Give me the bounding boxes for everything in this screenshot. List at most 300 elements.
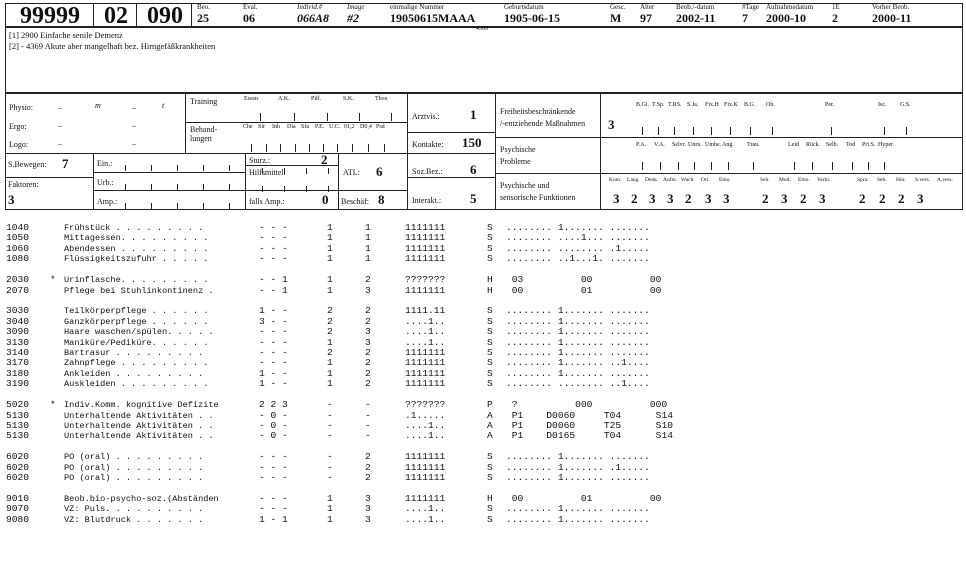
row-detail: P1 D0060 T25 S10 — [506, 419, 673, 431]
ergo-label: Ergo: — [9, 122, 27, 131]
row-c2: 1 — [327, 284, 333, 296]
row-code: 6020 — [6, 472, 30, 483]
training-col: A.K. — [278, 96, 290, 102]
row-c1: 1 - - — [259, 378, 288, 390]
row-type: S — [487, 513, 493, 525]
row-detail: ........ 1....... ....... — [506, 367, 650, 379]
psych-col: Tod — [846, 142, 856, 148]
sens-value: 3 — [705, 191, 712, 206]
field-tick — [203, 165, 204, 171]
header-field-label: Individ.# — [297, 3, 323, 11]
sbewegen-label: S.Bewegen: — [8, 160, 47, 169]
header-field-value: 06 — [243, 11, 255, 25]
kontakte-label: Kontakte: — [412, 140, 444, 149]
sens-value: 3 — [781, 191, 788, 206]
field-tick — [262, 168, 263, 174]
record-code-2: 090 — [147, 3, 183, 29]
field-tick — [306, 186, 307, 192]
sens-col: Kom. — [609, 177, 622, 183]
freiheit-tick — [674, 127, 675, 135]
row-pattern: ??????? — [405, 399, 446, 411]
row-code: 5130 — [6, 430, 30, 442]
freiheit-tick — [884, 127, 885, 135]
row-c2: 1 — [327, 503, 333, 515]
row-c1: - - 1 — [259, 274, 288, 286]
row-type: S — [487, 472, 493, 483]
freiheit-tick — [730, 127, 731, 135]
record-code-1: 02 — [104, 3, 128, 29]
training-col: Essen — [244, 96, 258, 102]
row-c2: - — [327, 472, 333, 483]
row-label: PO (oral) . . . . . . . . . — [64, 452, 204, 463]
row-c2: 1 — [327, 242, 333, 254]
row-type: A — [487, 409, 493, 421]
row-c3: - — [365, 399, 371, 411]
row-label: Unterhaltende Aktivitäten . . — [64, 420, 214, 431]
row-c1: 1 - 1 — [259, 513, 288, 525]
header-field-value: 2002-11 — [676, 11, 716, 25]
behandlung-tick — [295, 144, 296, 152]
row-c2: - — [327, 461, 333, 473]
freiheit-tick — [658, 127, 659, 135]
field-tick — [203, 184, 204, 190]
sens-value: 2 — [898, 191, 905, 206]
faktoren-value: 3 — [8, 192, 15, 207]
freiheit-col: Fix.K — [724, 102, 738, 108]
freiheit-tick — [642, 127, 643, 135]
row-label: Mittagessen. . . . . . . . . — [64, 233, 209, 244]
row-label: Zahnpflege . . . . . . . . . — [64, 358, 209, 369]
row-c1: 3 - - — [259, 315, 288, 327]
row-c2: - — [327, 451, 333, 463]
physio-v2: m — [95, 101, 101, 110]
field-tick — [125, 165, 126, 171]
row-detail: ........ 1....... ....... — [506, 472, 650, 483]
freiheit-col: G.S. — [900, 102, 911, 108]
psych-col: Unru. — [688, 142, 702, 148]
interakt-label: Interakt.: — [412, 196, 442, 205]
row-c3: 2 — [365, 367, 371, 379]
logo-label: Logo: — [9, 140, 29, 149]
row-type: S — [487, 326, 493, 338]
row-c1: - - - — [259, 253, 288, 265]
row-code: 5020 — [6, 399, 30, 411]
sens-col: Emo. — [798, 177, 810, 183]
field-tick — [151, 203, 152, 209]
physio-v4: t — [162, 101, 165, 110]
row-label: VZ: Blutdruck . . . . . . . — [64, 514, 204, 525]
row-pattern: 1111.11 — [405, 305, 446, 317]
row-pattern: ....1.. — [405, 503, 446, 515]
row-c1: - - - — [259, 357, 288, 369]
logo-v2: – — [132, 139, 136, 148]
ergo-v2: – — [132, 121, 136, 130]
sens-value: 2 — [685, 191, 692, 206]
row-label: Flüssigkeitszufuhr . . . . . — [64, 254, 209, 265]
row-pattern: 1111111 — [405, 242, 446, 254]
behandlung-tick — [280, 144, 281, 152]
row-c2: 2 — [327, 326, 333, 338]
field-tick — [177, 203, 178, 209]
row-label: Maniküre/Pediküre. . . . . . — [64, 337, 209, 348]
row-c2: 1 — [327, 232, 333, 244]
row-code: 3180 — [6, 367, 30, 379]
row-label: Ankleiden . . . . . . . . . — [64, 368, 204, 379]
header-field-label: Alter — [640, 3, 655, 11]
row-detail: 00 01 00 — [506, 284, 662, 296]
row-pattern: 1111111 — [405, 357, 446, 369]
behandlung-tick — [352, 144, 353, 152]
psych-col: Selb. — [826, 142, 839, 148]
sens-value: 3 — [613, 191, 620, 206]
atl-label: ATL: — [343, 168, 360, 177]
sens-col: Hör. — [896, 177, 906, 183]
ergo-v1: – — [58, 121, 62, 130]
row-type: A — [487, 419, 493, 431]
behandlung-col: U.C. — [329, 124, 341, 130]
row-type: A — [487, 430, 493, 442]
sens-value: 3 — [667, 191, 674, 206]
header-field-value: #2 — [347, 11, 359, 25]
sbewegen-value: 7 — [62, 156, 69, 171]
behandlung-col: D0,4 — [360, 124, 372, 130]
row-label: Abendessen . . . . . . . . . — [64, 243, 209, 254]
row-label: PO (oral) . . . . . . . . . — [64, 473, 204, 483]
sens-label: Psychische und sensorische Funktionen — [500, 181, 576, 202]
row-pattern: 1111111 — [405, 461, 446, 473]
row-c2: 1 — [327, 367, 333, 379]
record-id: 99999 — [20, 3, 80, 29]
psych-tick — [728, 162, 729, 170]
row-pattern: 1111111 — [405, 222, 446, 233]
row-c1: - - - — [259, 222, 288, 233]
row-type: S — [487, 242, 493, 254]
row-pattern: .1..... — [405, 409, 446, 421]
row-type: S — [487, 503, 493, 515]
behandlung-tick — [266, 144, 267, 152]
row-pattern: 1111111 — [405, 492, 446, 504]
header-field-label: Eval. — [243, 3, 258, 11]
field-tick — [229, 184, 230, 190]
row-c1: - - - — [259, 242, 288, 254]
psych-col: V.A. — [654, 142, 665, 148]
row-c3: 2 — [365, 451, 371, 463]
training-tick — [260, 113, 261, 121]
row-type: S — [487, 315, 493, 327]
sens-col: Verhi. — [817, 177, 831, 183]
freiheit-tick — [906, 127, 907, 135]
sozbez-value: 6 — [470, 162, 477, 177]
row-label: Beob.bio-psycho-soz.(Abständen — [64, 493, 219, 504]
freiheit-tick — [711, 127, 712, 135]
sens-col: Aufm. — [663, 177, 678, 183]
field-tick — [203, 203, 204, 209]
row-c3: 2 — [365, 378, 371, 390]
row-pattern: 1111111 — [405, 367, 446, 379]
behandlung-col: Dia — [287, 124, 296, 130]
row-label: PO (oral) . . . . . . . . . — [64, 462, 204, 473]
field-tick — [284, 168, 285, 174]
row-c2: 1 — [327, 357, 333, 369]
row-c2: 2 — [327, 347, 333, 358]
psych-tick — [753, 162, 754, 170]
header-field-label: Vorher Beob. — [872, 3, 910, 11]
header-field-label: Image — [347, 3, 365, 11]
field-tick — [177, 165, 178, 171]
logo-v1: – — [58, 139, 62, 148]
row-c3: 1 — [365, 253, 371, 265]
row-code: 3030 — [6, 305, 30, 317]
row-pattern: ....1.. — [405, 430, 446, 442]
row-c1: - - - — [259, 347, 288, 358]
row-type: H — [487, 492, 493, 504]
row-code: 3170 — [6, 357, 30, 369]
row-code: 1060 — [6, 242, 30, 254]
row-type: S — [487, 461, 493, 473]
psych-tick — [642, 162, 643, 170]
row-label: Pflege bei Stuhlinkontinenz . — [64, 285, 214, 296]
row-detail: ........ ........ .1..... — [506, 242, 650, 254]
row-c3: 3 — [365, 336, 371, 348]
row-c3: 2 — [365, 315, 371, 327]
header-field-value: 2000-10 — [766, 11, 806, 25]
behandlung-col: Inh — [272, 124, 280, 130]
row-c3: 2 — [365, 357, 371, 369]
behandlung-tick — [337, 144, 338, 152]
row-type: S — [487, 253, 493, 265]
row-c1: - - - — [259, 492, 288, 504]
row-pattern: 1111111 — [405, 378, 446, 390]
row-c2: 1 — [327, 274, 333, 286]
behandlung-tick — [323, 144, 324, 152]
row-c3: - — [365, 419, 371, 431]
freiheit-col: B.Gi. — [636, 102, 650, 108]
row-c2: - — [327, 430, 333, 442]
psych-tick — [812, 162, 813, 170]
row-code: 3130 — [6, 336, 30, 348]
row-c3: 2 — [365, 305, 371, 317]
row-c2: 2 — [327, 315, 333, 327]
header-field-value: 1905-06-15 — [504, 11, 560, 25]
field-tick — [262, 186, 263, 192]
row-c3: 3 — [365, 492, 371, 504]
row-type: H — [487, 284, 493, 296]
behandlung-col: Che — [243, 124, 253, 130]
freiheit-col: B.G. — [744, 102, 756, 108]
row-detail: ........ 1....... .1..... — [506, 461, 650, 473]
row-c3: 2 — [365, 347, 371, 358]
training-col: Tbox — [375, 96, 388, 102]
field-tick — [229, 203, 230, 209]
header-field-value: 7 — [742, 11, 748, 25]
sens-col: Denk. — [645, 177, 659, 183]
row-c1: - - - — [259, 472, 288, 483]
row-detail: ........ 1....... ....... — [506, 347, 650, 358]
psych-col: Hyper — [878, 142, 893, 148]
row-detail: ........ 1....... ....... — [506, 315, 650, 327]
row-detail: ........ ........ ..1.... — [506, 378, 650, 390]
freiheit-tick — [772, 127, 773, 135]
row-type: S — [487, 347, 493, 358]
row-label: Urinflasche. . . . . . . . . — [64, 275, 209, 286]
field-tick — [125, 203, 126, 209]
row-detail: ........ 1....... ....... — [506, 222, 650, 233]
row-detail: ........ 1....... ....... — [506, 503, 650, 515]
field-tick — [151, 184, 152, 190]
row-c2: - — [327, 409, 333, 421]
sens-value: 3 — [723, 191, 730, 206]
row-label: Haare waschen/spülen. . . . . — [64, 327, 214, 338]
row-c1: - 0 - — [259, 409, 288, 421]
behandlung-tick — [384, 144, 385, 152]
row-label: Bartrasur . . . . . . . . . — [64, 348, 204, 358]
row-c1: - - - — [259, 336, 288, 348]
row-c3: 1 — [365, 222, 371, 233]
row-code: 9080 — [6, 513, 30, 525]
header-field-value: 066A8 — [297, 11, 330, 25]
training-tick — [327, 113, 328, 121]
row-c1: - - 1 — [259, 284, 288, 296]
row-label: Frühstück . . . . . . . . . — [64, 223, 204, 233]
behandlung-col: P.E. — [315, 124, 325, 130]
row-code: 6020 — [6, 461, 30, 473]
row-code: 3190 — [6, 378, 30, 390]
field-tick — [229, 165, 230, 171]
row-pattern: 1111111 — [405, 232, 446, 244]
sens-value: 2 — [631, 191, 638, 206]
header-field-label: Geburtsdatum — [504, 3, 544, 11]
row-label: Auskleiden . . . . . . . . . — [64, 379, 209, 390]
row-c1: - - - — [259, 326, 288, 338]
atl-value: 6 — [376, 164, 383, 179]
header-field-value: M — [610, 11, 622, 25]
row-c2: 1 — [327, 253, 333, 265]
freiheit-tick — [750, 127, 751, 135]
sens-value: 2 — [800, 191, 807, 206]
header-field-label: Gesc. — [610, 3, 626, 11]
row-c1: - - - — [259, 451, 288, 463]
physio-v3: – — [132, 103, 136, 112]
sturz-label: Sturz.: — [249, 156, 271, 165]
physio-v1: – — [58, 103, 62, 112]
row-detail: ........ 1....... ....... — [506, 451, 650, 463]
sens-value: 2 — [879, 191, 886, 206]
row-detail: ........ 1....... ....... — [506, 513, 650, 525]
row-code: 2070 — [6, 284, 30, 296]
arztvis-label: Arztvis.: — [412, 112, 440, 121]
training-col: Pilf. — [311, 96, 322, 102]
sens-col: Ori. — [701, 177, 710, 183]
psych-tick — [852, 162, 853, 170]
kontakte-value: 150 — [462, 135, 482, 150]
row-type: P — [487, 399, 493, 411]
row-detail: 03 00 00 — [506, 274, 662, 286]
row-label: Unterhaltende Aktivitäten . . — [64, 431, 214, 442]
row-pattern: ....1.. — [405, 513, 446, 525]
ein-label: Ein.: — [97, 159, 113, 168]
row-detail: ........ 1....... ....... — [506, 326, 650, 338]
header-field-label: #Tage — [742, 3, 760, 11]
psych-col: Pri.S. — [862, 142, 876, 148]
header-field-label: Beob./-datum — [676, 3, 715, 11]
sens-col: Wach — [681, 177, 694, 183]
row-code: 1050 — [6, 232, 30, 244]
row-c3: 1 — [365, 232, 371, 244]
psych-tick — [884, 162, 885, 170]
row-pattern: ....1.. — [405, 336, 446, 348]
psych-tick — [678, 162, 679, 170]
row-c3: 3 — [365, 513, 371, 525]
psych-label: Psychische Probleme — [500, 145, 536, 166]
header-field-label: Beo. — [197, 3, 211, 11]
sozbez-label: Soz.Bez.: — [412, 167, 443, 176]
row-type: S — [487, 336, 493, 348]
faktoren-label: Faktoren: — [8, 180, 39, 189]
psych-col: Selvr. — [672, 142, 686, 148]
behandlung-col: Sir — [258, 124, 266, 130]
field-tick — [125, 184, 126, 190]
sens-value: 3 — [649, 191, 656, 206]
row-c3: - — [365, 430, 371, 442]
field-tick — [328, 168, 329, 174]
row-c1: - - - — [259, 461, 288, 473]
row-c1: 1 - - — [259, 367, 288, 379]
psych-col: Rück. — [806, 142, 821, 148]
row-c2: - — [327, 419, 333, 431]
behandlung-col: Psd — [376, 124, 385, 130]
freiheit-value: 3 — [608, 117, 615, 132]
row-type: S — [487, 451, 493, 463]
diagnosis-box — [5, 27, 963, 93]
row-c2: 1 — [327, 378, 333, 390]
row-label: Unterhaltende Aktivitäten . . — [64, 410, 214, 421]
row-c3: 1 — [365, 242, 371, 254]
training-tick — [359, 113, 360, 121]
freiheit-col: T.Sp. — [652, 102, 665, 108]
interakt-value: 5 — [470, 191, 477, 206]
freiheit-col: Isc. — [878, 102, 887, 108]
row-detail: 00 01 00 — [506, 492, 662, 504]
row-type: S — [487, 305, 493, 317]
row-type: S — [487, 232, 493, 244]
row-code: 9010 — [6, 492, 30, 504]
freiheit-col: Fix.H — [705, 102, 719, 108]
sens-col: Lang. — [627, 177, 640, 183]
psych-col: Umhe. — [705, 142, 722, 148]
row-c1: - - - — [259, 503, 288, 515]
row-pattern: ....1.. — [405, 326, 446, 338]
row-pattern: 1111111 — [405, 451, 446, 463]
psych-col: Ang. — [722, 142, 734, 148]
sens-value: 2 — [859, 191, 866, 206]
header-field-value: 25 — [197, 11, 209, 25]
psych-col: P.A. — [636, 142, 647, 148]
field-tick — [151, 165, 152, 171]
training-label: Training — [190, 97, 218, 106]
header-field-label: Aufnahmedatum — [766, 3, 814, 11]
behandlung-tick — [368, 144, 369, 152]
psych-tick — [832, 162, 833, 170]
field-tick — [177, 184, 178, 190]
row-c1: 1 - - — [259, 305, 288, 317]
falls-amp-value: 0 — [322, 192, 329, 207]
freiheit-col: T.RS. — [668, 102, 682, 108]
sens-value: 3 — [917, 191, 924, 206]
header-field-value: 19050615MAAA — [390, 11, 476, 25]
freiheit-tick — [693, 127, 694, 135]
diagnosis-1: [1] 2900 Einfache senile Demenz — [9, 30, 123, 40]
sens-col: A.vers. — [937, 177, 953, 183]
